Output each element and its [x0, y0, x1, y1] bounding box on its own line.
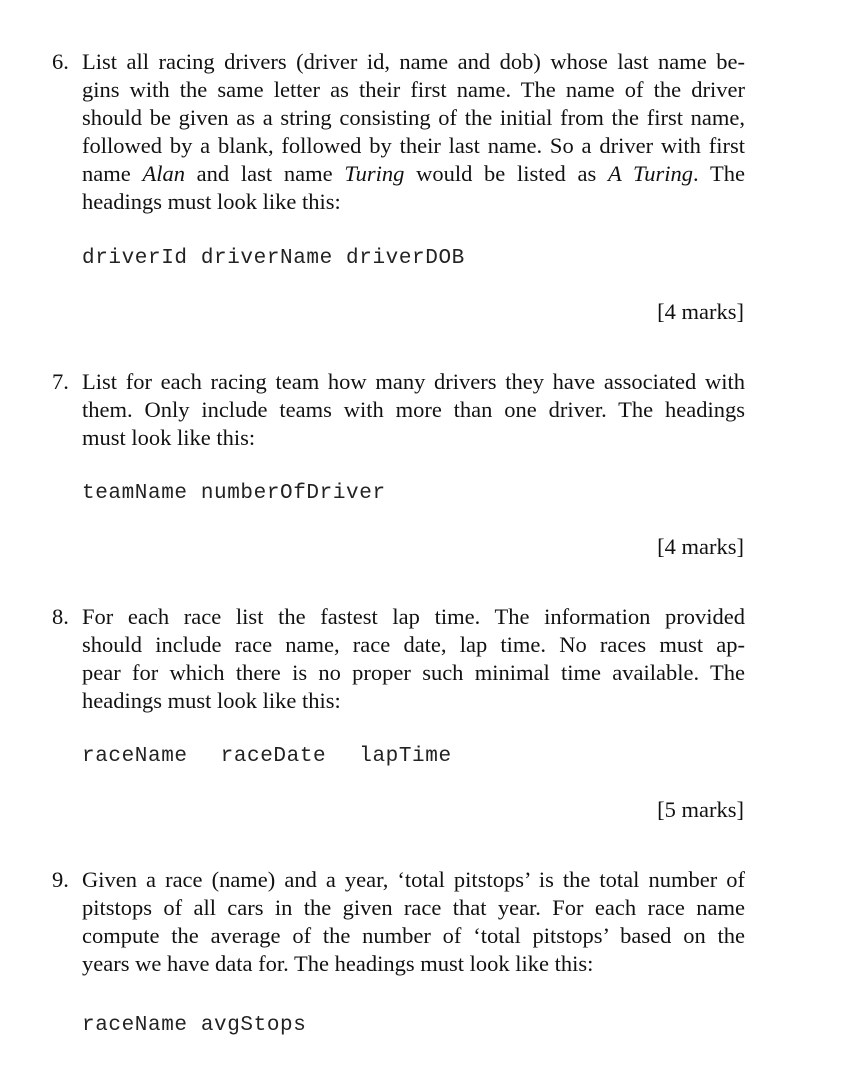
question-line: must look like this:	[82, 425, 256, 450]
question-text	[82, 603, 745, 715]
question-number: 6.	[52, 49, 69, 74]
column-headings-code	[82, 745, 452, 769]
question-text	[82, 368, 745, 452]
question-line-mixed	[82, 160, 745, 188]
marks-label: [4 marks]	[657, 299, 744, 324]
question-8	[52, 603, 745, 715]
question-line: List for each racing team how many drivers they have associated with	[82, 369, 745, 394]
question-line: headings must look like this:	[82, 189, 341, 214]
column-headings-code: teamName numberOfDriver	[82, 482, 386, 505]
question-number: 8.	[52, 604, 69, 629]
question-9	[52, 866, 745, 978]
question-line: years we have data for. The headings must look like this:	[82, 951, 594, 976]
italic-first-name: Alan	[142, 161, 185, 186]
heading-race-date: raceDate	[220, 745, 327, 768]
question-line: them. Only include teams with more than one driver. The headings	[82, 397, 745, 422]
question-line: should be given as a string consisting of the initial from the first name,	[82, 105, 745, 130]
question-line: headings must look like this:	[82, 688, 341, 713]
question-line: gins with the same letter as their first name. The name of the driver	[82, 77, 745, 102]
question-line: should include race name, race date, lap time. No races must ap-	[82, 632, 745, 657]
column-headings-code: raceName avgStops	[82, 1014, 307, 1037]
question-text	[82, 48, 745, 216]
question-line: Given a race (name) and a year, ‘total pitstops’ is the total number of	[82, 867, 745, 892]
italic-last-name: Turing	[344, 161, 405, 186]
marks-label: [5 marks]	[657, 797, 744, 822]
column-headings-code: driverId driverName driverDOB	[82, 247, 465, 270]
question-line: List all racing drivers (driver id, name and dob) whose last name be-	[82, 49, 745, 74]
question-number: 7.	[52, 369, 69, 394]
text-segment: . The	[693, 161, 745, 186]
text-segment: would be listed as	[404, 161, 608, 186]
question-line: pear for which there is no proper such minimal time available. The	[82, 660, 745, 685]
text-segment: and last name	[184, 161, 345, 186]
question-line: pitstops of all cars in the given race that year. For each race name	[82, 895, 745, 920]
question-line: For each race list the fastest lap time. The information provided	[82, 604, 745, 629]
italic-example-output: A Turing	[607, 161, 694, 186]
question-line: followed by a blank, followed by their last name. So a driver with first	[82, 133, 745, 158]
heading-race-name: raceName	[82, 745, 188, 768]
heading-lap-time: lapTime	[359, 745, 452, 768]
question-text	[82, 866, 745, 978]
question-number: 9.	[52, 867, 69, 892]
question-6	[52, 48, 745, 216]
marks-label: [4 marks]	[657, 534, 744, 559]
question-line: compute the average of the number of ‘total pitstops’ based on the	[82, 923, 745, 948]
text-segment: name	[82, 161, 143, 186]
question-7	[52, 368, 745, 452]
